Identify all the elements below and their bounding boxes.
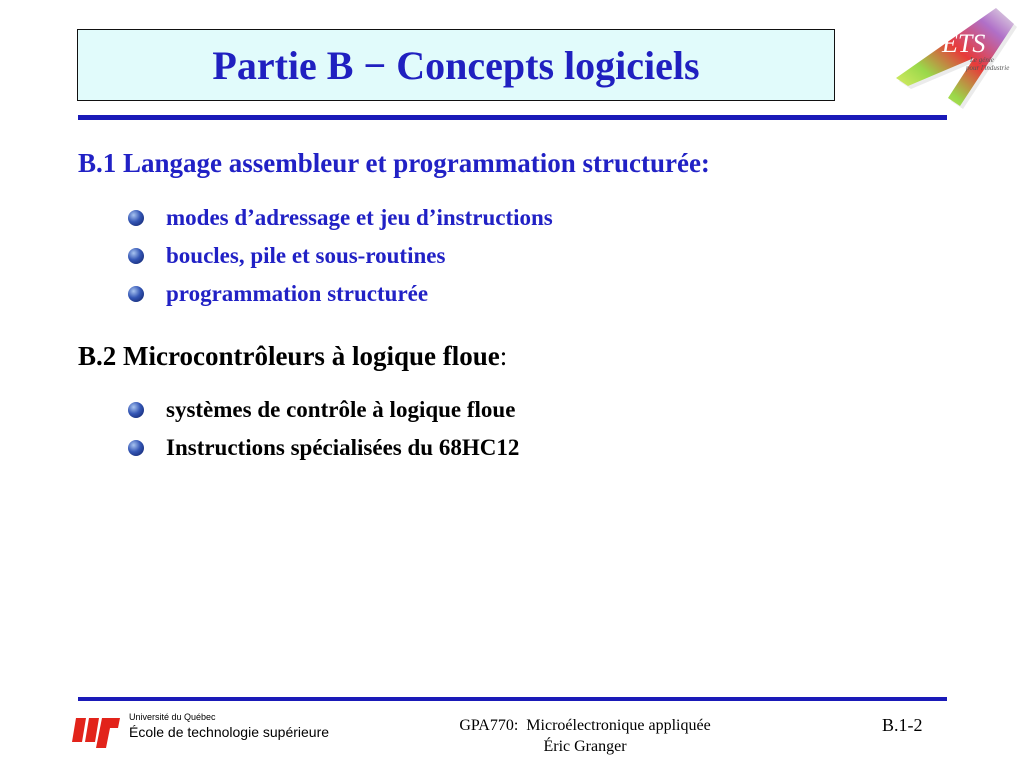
author-line: Éric Granger: [543, 738, 627, 755]
list-item-text: modes d’adressage et jeu d’instructions: [166, 205, 553, 230]
list-item: [128, 391, 519, 429]
section-heading-b1: B.1 Langage assembleur et programmation structurée:: [78, 148, 710, 178]
bottom-divider: [78, 697, 947, 701]
section-heading-b2: [78, 341, 507, 372]
list-item-text: boucles, pile et sous-routines: [166, 243, 446, 268]
bullet-icon: [128, 402, 144, 418]
title-box: [77, 29, 835, 101]
ets-logo: [890, 2, 1022, 110]
bullet-icon: [128, 440, 144, 456]
list-item: [128, 429, 519, 467]
ets-tagline-1: Le génie: [970, 56, 994, 64]
list-item-text: programmation structurée: [166, 281, 429, 306]
top-divider: [78, 115, 947, 120]
school-name: École de technologie supérieure: [129, 724, 330, 740]
bullet-icon: [128, 210, 144, 226]
section-heading-b2-text: B.2 Microcontrôleurs à logique floue: [78, 341, 500, 371]
section-heading-b2-colon: :: [499, 341, 508, 371]
list-item-text: systèmes de contrôle à logique floue: [166, 397, 516, 422]
list-item: [128, 237, 553, 275]
bullet-icon: [128, 248, 144, 264]
course-line: GPA770: Microélectronique appliquée: [459, 717, 711, 734]
university-name: Université du Québec: [129, 712, 216, 722]
slide-number: B.1-2: [882, 715, 923, 735]
list-item: [128, 199, 553, 237]
ets-logo-text: ÉTS: [942, 29, 986, 58]
list-item-text: Instructions spécialisées du 68HC12: [166, 435, 520, 460]
bullet-icon: [128, 286, 144, 302]
ets-tagline-2: pour l'industrie: [966, 64, 1010, 72]
uq-logo: [72, 712, 122, 748]
list-item: [128, 275, 553, 313]
bullet-list-b1: [128, 199, 553, 313]
slide-title: Partie B − Concepts logiciels: [212, 42, 700, 88]
bullet-list-b2: [128, 391, 519, 467]
footer-course-info: [400, 715, 770, 757]
